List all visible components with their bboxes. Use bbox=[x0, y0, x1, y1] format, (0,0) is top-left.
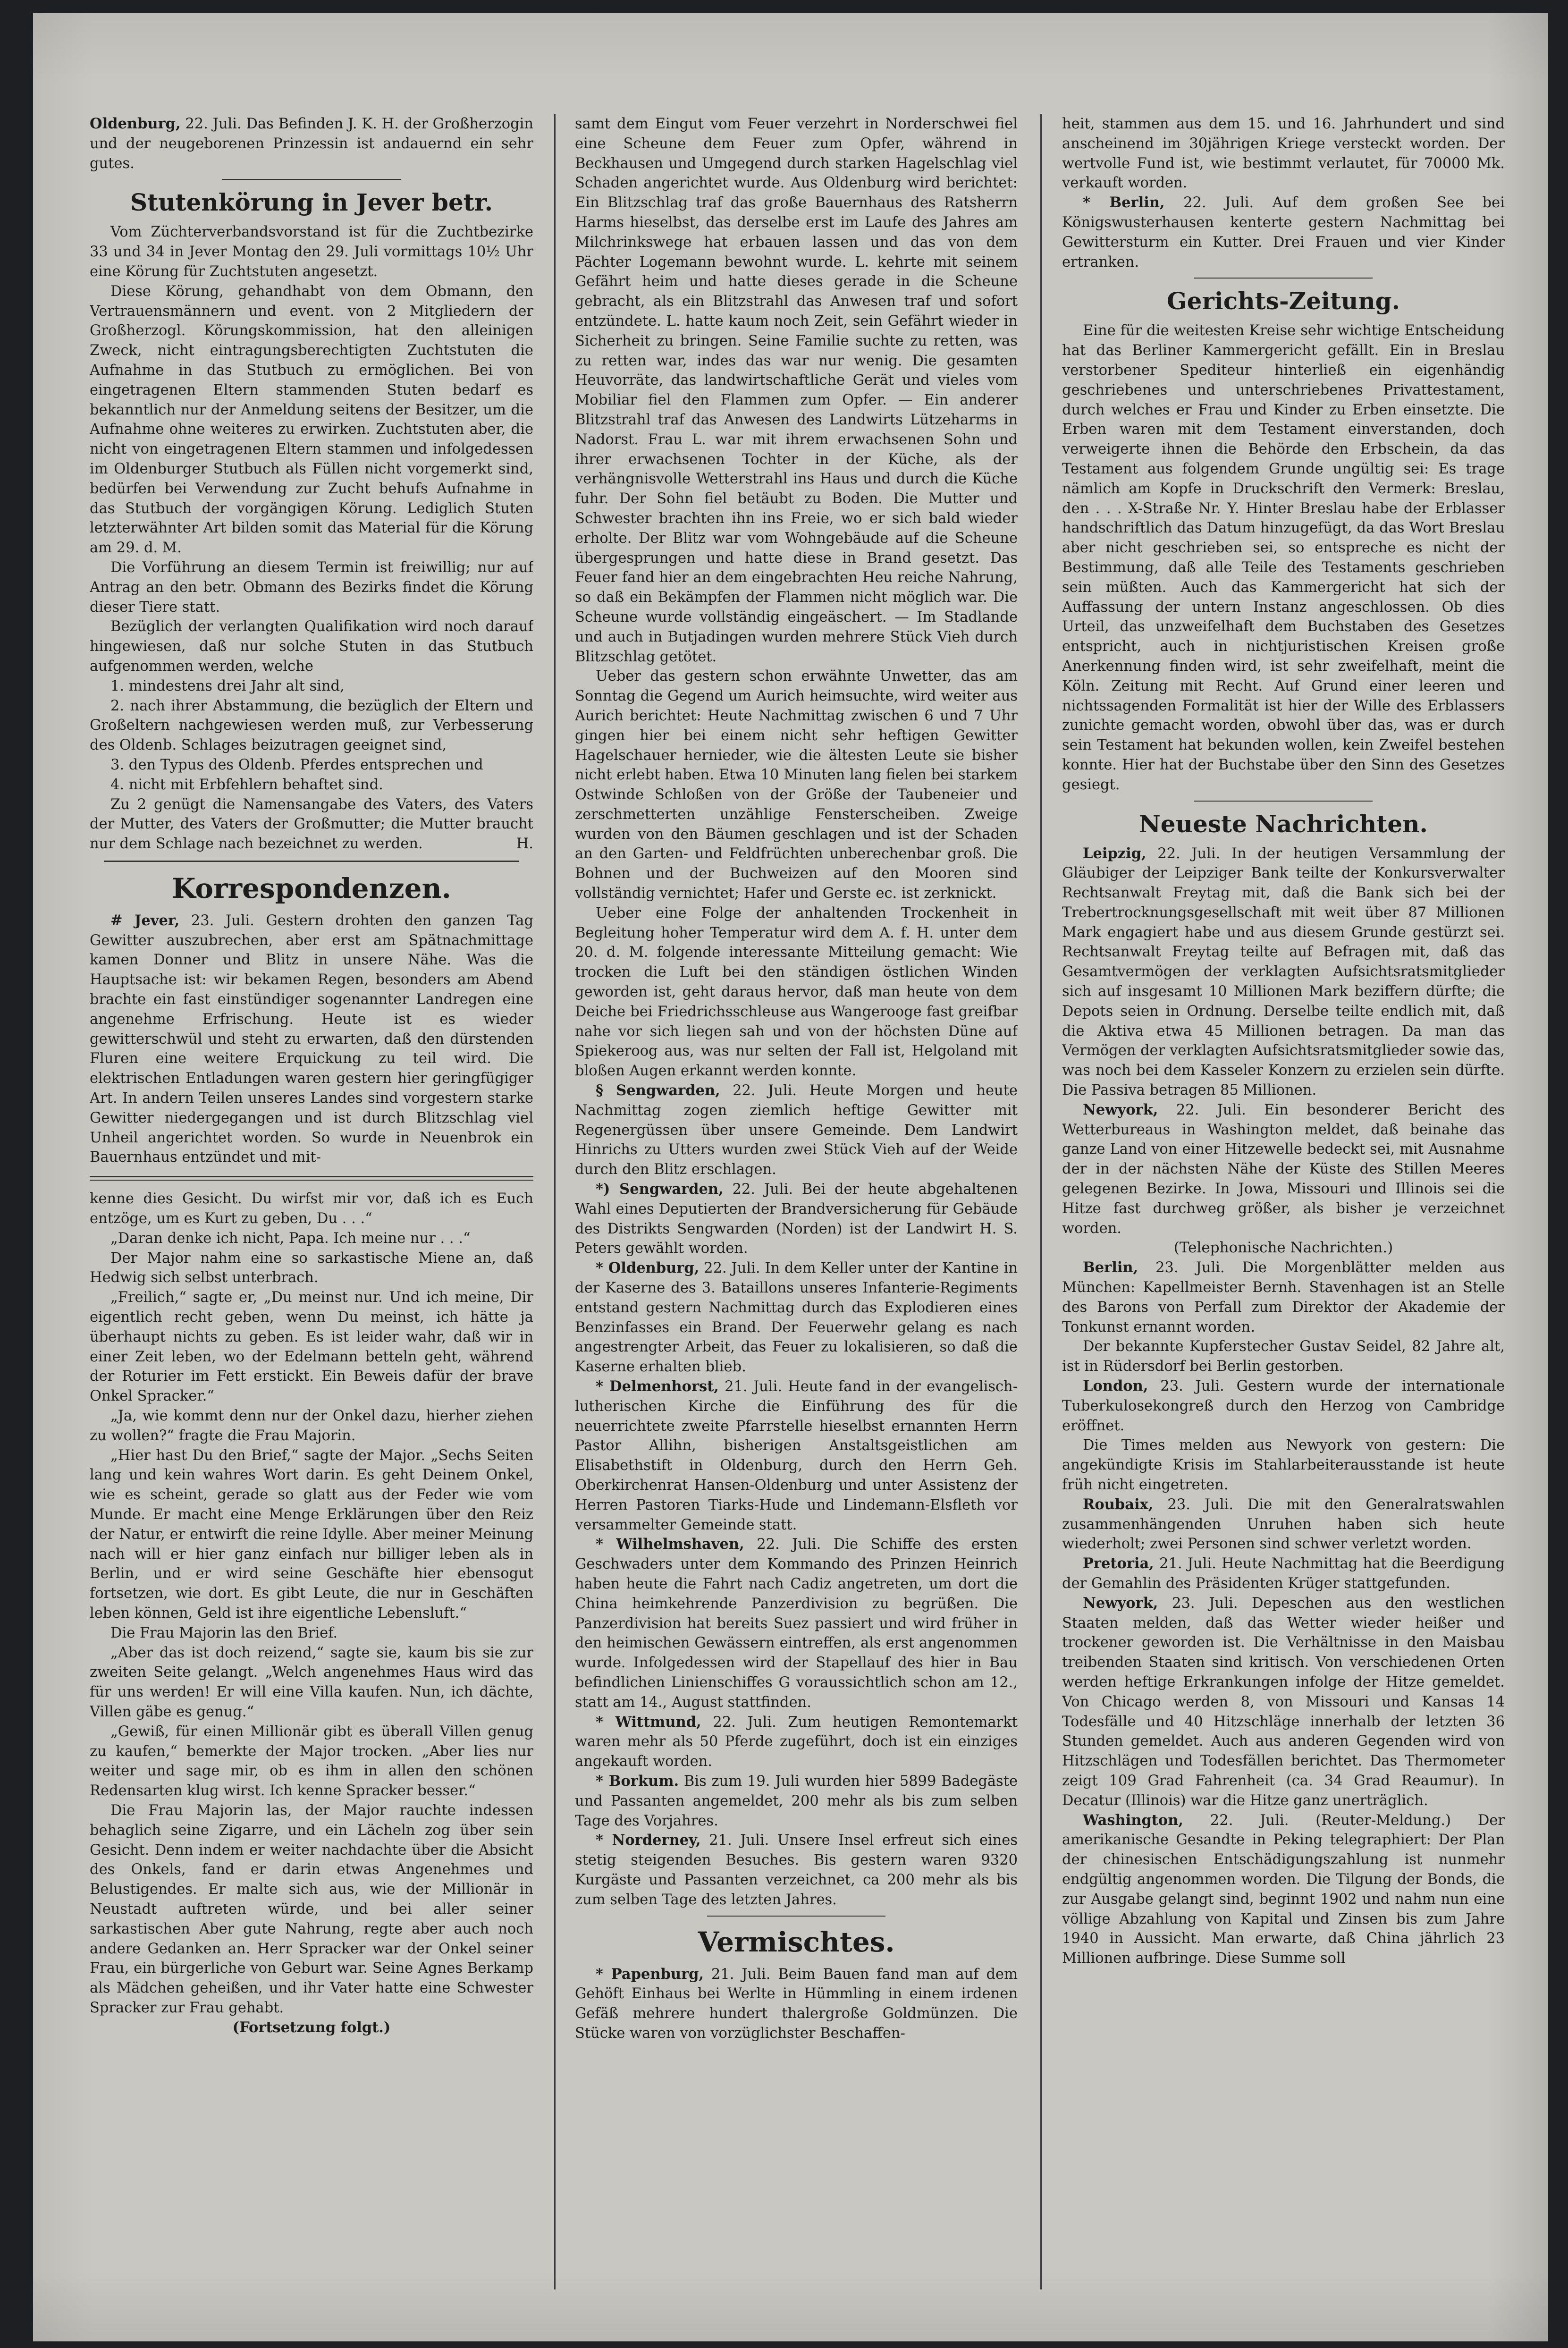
paragraph: Eine für die weitesten Kreise sehr wichtige Entscheidung hat das Berliner Kammergericht gefällt. Ein in Breslau verstorbener Spediteur hinterließ ein eigenhändig geschriebenes und unterschriebenes Privattestament, durch welches er Frau und Kinder zu Erben einsetzte. Die Erben waren mit dem Testament einverstanden, doch verweigerte ihnen die Behörde den Erbschein, da das Testament aus folgendem Grunde ungültig sei: Es trage nämlich am Kopfe in Druckschrift den Vermerk: Breslau, den . . . X-Straße Nr. Y. Hinter Breslau habe der Erblasser handschriftlich das Datum hinzugefügt, da das Wort Breslau aber nicht geschrieben sei, so entspreche es nicht der Bestimmung, daß alle Teile des Testaments geschrieben sein müßten. Auch das Kammergericht hat sich der Auffassung der untern Instanz angeschlossen. Ob dies Urteil, das unzweifelhaft dem Buchstaben des Gesetzes entspricht, auch in nichtjuristischen Kreisen große Anerkennung finden wird, ist sehr zweifelhaft, meint die Köln. Zeitung mit Recht. Auf Grund einer leeren und nichtssagenden Formalität ist hier der Wille des Erblassers zunichte gemacht worden, obwohl über das, was er durch sein Testament hat bekunden wollen, kein Zweifel bestehen konnte. Hier hat der Buchstabe über den Sinn des Gesetzes gesiegt. bbox=[1062, 322, 1505, 793]
column-1 bbox=[90, 114, 533, 2280]
article-text: 21. Juli. Unsere Insel erfreut sich eines stetig steigenden Besuches. Bis gestern waren 9320 Kurgäste und Passanten verzeichnet, ca 200 mehr als bis zum selben Tage des letzten Jahres. bbox=[575, 1832, 1018, 1908]
article-tele bbox=[1062, 1337, 1505, 1377]
telephone-news-heading: (Telephonische Nachrichten.) bbox=[1173, 1239, 1393, 1257]
article-text: 23. Juli. Die Morgenblätter melden aus München: Kapellmeister Bernh. Stavenhagen ist an Stelle des Barons von Perfall zum Direktor der Akademie der Tonkunst ernannt worden. bbox=[1062, 1259, 1505, 1335]
article-text: 22. Juli. Die Schiffe des ersten Geschwaders unter dem Kommando des Prinzen Heinrich haben heute die Fahrt nach Cadiz angetreten, um dort die China heimkehrende Panzerdivision zu begrüßen. Die Panzerdivision hat bereits Suez passiert und wird früher in den heimischen Gewässern eintreffen, als erst angenommen wurde. Infolgedessen wird der Stapellauf des hier in Bau befindlichen Linienschiffes G voraussichtlich schon am 12., statt am 14., August stattfinden. bbox=[575, 1536, 1018, 1711]
dateline: * Oldenburg, bbox=[596, 1259, 700, 1277]
feuilleton-paragraph: „Freilich,“ sagte er, „Du meinst nur. Und ich meine, Dir eigentlich recht geben, wenn Du meinst, ich hätte ja überhaupt nichts zu geben. Es ist leider wahr, daß wir in einer Zeit leben, wo der Edelmann betteln geht, während der Roturier im Fett erstickt. Ein Beweis dafür der brave Onkel Spracker.“ bbox=[90, 1289, 533, 1405]
dateline: * Wittmund, bbox=[596, 1713, 701, 1731]
article-wilhelmshaven bbox=[575, 1535, 1018, 1712]
section-heading-stutenkoerung: Stutenkörung in Jever betr. bbox=[130, 188, 493, 217]
paragraph: Die Vorführung an diesem Termin ist freiwillig; nur auf Antrag an den betr. Obmann des Bezirks findet die Körung dieser Tiere statt. bbox=[90, 559, 533, 616]
feuilleton-paragraph: „Ja, wie kommt denn nur der Onkel dazu, hierher ziehen zu wollen?“ fragte die Frau Majorin. bbox=[90, 1408, 533, 1444]
article-text: 23. Juli. Die mit den Generalratswahlen zusammenhängenden Unruhen haben sich heute wiederholt; zwei Personen sind schwer verletzt worden. bbox=[1062, 1496, 1505, 1553]
separator bbox=[1194, 801, 1373, 802]
article-oldenburg-2 bbox=[575, 1258, 1018, 1377]
feuilleton-paragraph: „Daran denke ich nicht, Papa. Ich meine nur . . .“ bbox=[110, 1230, 471, 1247]
paragraph: Ueber das gestern schon erwähnte Unwetter, das am Sonntag die Gegend um Aurich heimsuchte, wird weiter aus Aurich berichtet: Heute Nachmittag zwischen 6 und 7 Uhr gingen hier bei einem nicht sehr heftigen Gewitter Hagelschauer hernieder, wie die ältesten Leute sie bisher nicht erlebt haben. Etwa 10 Minuten lang fielen bei starkem Ostwinde Schloßen von der Größe der Taubeneier und zerschmetterten unzählige Fensterscheiben. Zweige wurden von den Bäumen geschlagen und ist der Schaden an den Garten- und Feldfrüchten unberechenbar groß. Die Bohnen und der Buchweizen auf den Mooren sind vollständig vernichtet; Hafer und Gerste ec. ist zerknickt. bbox=[575, 668, 1018, 902]
article-text: 23. Juli. Gestern drohten den ganzen Tag Gewitter auszubrechen, aber erst am Spätnachmittage kamen Donner und Blitz in unsere Nähe. Was die Hauptsache ist: wir bekamen Regen, besonders am Abend brachte ein fast einstündiger sogenannter Landregen eine angenehme Erfrischung. Heute ist es wieder gewitterschwül und steht zu erwarten, daß den dürstenden Fluren eine weitere Erquickung zu teil wird. Die elektrischen Entladungen waren gestern hier geringfügiger Art. In andern Teilen unseres Landes sind vorgestern starke Gewitter niedergegangen und ist durch Blitzschlag viel Unheil angerichtet worden. So wurde in Neuenbrok ein Bauernhaus entzündet und mit- bbox=[90, 912, 533, 1166]
paragraph: samt dem Eingut vom Feuer verzehrt in Norderschwei fiel eine Scheune dem Feuer zum Opfer, während in Beckhausen und Umgegend durch starken Hagelschlag viel Schaden angerichtet wurde. Aus Oldenburg wird berichtet: Ein Blitzschlag traf das große Bauernhaus des Ratsherrn Harms hieselbst, das derselbe erst im Laufe des Jahres am Milchrinkswege hat erbauen lassen und das von dem Pächter Logemann bewohnt wurde. L. kehrte mit seinem Gefährt heim und hatte dieses gerade in die Scheune gebracht, als ein Blitzstrahl das Anwesen traf und sofort entzündete. L. hatte kaum noch Zeit, sein Gefährt wieder in Sicherheit zu bringen. Seine Familie suchte zu retten, was zu retten war, indes das war nur wenig. Die gesamten Heuvorräte, das landwirtschaftliche Gerät und vieles vom Mobiliar fiel den Flammen zum Opfer. — Ein anderer Blitzstrahl traf das Anwesen des Landwirts Lützeharms in Nadorst. Frau L. war mit ihrem erwachsenen Sohn und ihrer erwachsenen Tochter in der Küche, als der verhängnisvolle Wetterstrahl ins Haus und durch die Küche fuhr. Der Sohn fiel betäubt zu Boden. Die Mutter und Schwester brachten ihn ins Freie, wo er sich bald wieder erholte. Der Blitz war vom Wohngebäude auf die Scheune übergesprungen und hatte diese in Brand gesetzt. Das Feuer fand hier an dem eingebrachten Heu reiche Nahrung, so daß ein Bekämpfen der Flammen nicht möglich war. Die Scheune wurde vollständig eingeäschert. — Im Stadlande und auch in Butjadingen wurden mehrere Stück Vieh durch Blitzschlag getötet. bbox=[575, 116, 1018, 665]
article-berlin bbox=[1062, 193, 1505, 272]
article-text: 23. Juli. Depeschen aus den westlichen Staaten melden, daß das Wetter wieder heißer und trockener geworden ist. Die Verhältnisse in den Maisbau treibenden Staaten sind kritisch. Von verschiedenen Orten werden heftige Erkrankungen infolge der Hitze gemeldet. Von Chicago werden 8, von Missouri und Kansas 14 Todesfälle und 40 Hitzschläge innerhalb der letzten 36 Stunden gemeldet. Auch aus anderen Gegenden wird von Hitzschlägen und Todesfällen berichtet. Das Thermometer zeigt 109 Grad Fahrenheit (ca. 34 Grad Reaumur). In Decatur (Illinois) war die Hitze ganz unerträglich. bbox=[1062, 1595, 1505, 1809]
section-heading-neueste-nachrichten: Neueste Nachrichten. bbox=[1139, 810, 1428, 838]
article-borkum bbox=[575, 1772, 1018, 1831]
dateline: Roubaix, bbox=[1083, 1495, 1154, 1513]
article-oldenburg bbox=[90, 114, 533, 173]
paragraph: Bezüglich der verlangten Qualifikation wird noch darauf hingewiesen, daß nur solche Stuten in das Stutbuch aufgenommen werden, welche bbox=[90, 618, 533, 675]
feuilleton-separator bbox=[90, 1176, 533, 1181]
article-text: 22. Juli. Zum heutigen Remontemarkt waren mehr als 50 Pferde zugeführt, doch ist ein einziges angekauft worden. bbox=[575, 1714, 1018, 1770]
article-tele bbox=[1062, 1377, 1505, 1436]
article-tele bbox=[1062, 1554, 1505, 1594]
paragraph: Diese Körung, gehandhabt von dem Obmann, den Vertrauensmännern und event. von 2 Mitgliedern der Großherzogl. Körungskommission, hat den alleinigen Zweck, nicht eintragungsberechtigten Zuchtstuten die Aufnahme in das Stutbuch zu ermöglichen. Bei von eingetragenen Eltern stammenden Stuten bedarf es bekanntlich nur der Anmeldung seitens der Besitzer, um die Aufnahme ohne weiteres zu erwirken. Zuchtstuten aber, die nicht von eingetragenen Eltern stammen und infolgedessen im Oldenburger Stutbuch als Füllen nicht vorgemerkt sind, bedürfen bei Verwendung zur Zucht behufs Aufnahme in das Stutbuch der vorgängigen Körung. Lediglich Stuten letzterwähnter Art bilden somit das Material für die Körung am 29. d. M. bbox=[90, 283, 533, 557]
separator bbox=[222, 179, 401, 180]
section-heading-vermischtes: Vermischtes. bbox=[698, 1926, 895, 1958]
dateline: Washington, bbox=[1083, 1811, 1184, 1829]
feuilleton-paragraph: „Gewiß, für einen Millionär gibt es überall Villen genug zu kaufen,“ bemerkte der Major trocken. „Aber lies nur weiter und sage mir, ob es ihm in allen den schönen Redensarten klug wirst. Ich kenne Spracker besser.“ bbox=[90, 1723, 533, 1799]
column-3 bbox=[1062, 114, 1505, 2280]
article-text: 22. Juli. Das Befinden J. K. H. der Großherzogin und der neugeborenen Prinzessin ist andauernd ein sehr gutes. bbox=[90, 116, 533, 172]
feuilleton-paragraph: kenne dies Gesicht. Du wirfst mir vor, daß ich es Euch entzöge, um es Kurt zu geben, Du . . .“ bbox=[90, 1191, 533, 1227]
column-2 bbox=[575, 114, 1018, 2280]
article-papenburg bbox=[575, 1965, 1018, 2044]
article-text: Der bekannte Kupferstecher Gustav Seidel, 82 Jahre alt, ist in Rüdersdorf bei Berlin gestorben. bbox=[1062, 1338, 1505, 1375]
list-item: 2. nach ihrer Abstammung, die bezüglich der Eltern und Großeltern nachgewiesen werden muß, zur Verbesserung des Oldenb. Schlages beizutragen geeignet sind, bbox=[90, 697, 533, 754]
separator bbox=[707, 1916, 885, 1917]
article-text: 21. Juli. Heute fand in der evangelisch-lutherischen Kirche die Einführung des für die neuerrichtete zweite Pfarrstelle hieselbst ernannten Herrn Pastor Allihn, bisherigen Anstaltsgeistlichen am Elisabethstift in Oldenburg, durch den Herrn Geh. Oberkirchenrat Hansen-Oldenburg und unter Assistenz der Herren Pastoren Tiarks-Hude und Lindemann-Elsfleth vor versammelter Gemeinde statt. bbox=[575, 1378, 1018, 1533]
dateline: * Borkum. bbox=[596, 1772, 679, 1790]
paragraph: heit, stammen aus dem 15. und 16. Jahrhundert und sind anscheinend im 30jährigen Kriege versteckt worden. Der wertvolle Fund ist, wie bestimmt verlautet, für 70000 Mk. verkauft worden. bbox=[1062, 116, 1505, 192]
list-item: 1. mindestens drei Jahr alt sind, bbox=[110, 677, 345, 694]
article-text: 22. Juli. Auf dem großen See bei Königswusterhausen kenterte gestern Nachmittag bei Gewittersturm ein Kutter. Drei Frauen und vier Kinder ertranken. bbox=[1062, 194, 1505, 270]
article-norderney bbox=[575, 1831, 1018, 1909]
list-item: 3. den Typus des Oldenb. Pferdes entsprechen und bbox=[110, 756, 483, 773]
article-text: Die Times melden aus Newyork von gestern: Die angekündigte Krisis im Stahlarbeiterausstande ist heute früh nicht eingetreten. bbox=[1062, 1437, 1505, 1493]
article-newyork bbox=[1062, 1100, 1505, 1239]
dateline: § Sengwarden, bbox=[596, 1082, 720, 1099]
dateline: * Wilhelmshaven, bbox=[596, 1536, 744, 1553]
article-text: 22. Juli. Heute Morgen und heute Nachmittag zogen ziemlich heftige Gewitter mit Regenergüssen über unsere Gemeinde. Dem Landwirt Hinrichs zu Utters wurden zwei Stück Vieh auf der Weide durch den Blitz erschlagen. bbox=[575, 1082, 1018, 1178]
separator bbox=[1194, 278, 1373, 279]
article-wittmund bbox=[575, 1713, 1018, 1772]
column-divider bbox=[554, 114, 556, 2289]
section-heading-korrespondenzen: Korrespondenzen. bbox=[172, 872, 451, 904]
article-tele bbox=[1062, 1594, 1505, 1811]
article-text: 22. Juli. In dem Keller unter der Kantine in der Kaserne des 3. Bataillons unseres Infanterie-Regiments entstand gestern Nachmittag durch das Explodieren eines Benzinfasses ein Brand. Der Feuerwehr gelang es nach angestrengter Arbeit, das Feuer zu lokalisieren, so daß die Kaserne erhalten blieb. bbox=[575, 1260, 1018, 1376]
article-sengwarden-2 bbox=[575, 1180, 1018, 1258]
article-tele bbox=[1062, 1258, 1505, 1337]
feuilleton-paragraph: „Aber das ist doch reizend,“ sagte sie, kaum bis sie zur zweiten Seite gelangt. „Welch angenehmes Haus wird das für uns werden! Er will eine Villa kaufen. Nun, ich dächte, Villen gäbe es genug.“ bbox=[90, 1644, 533, 1720]
paragraph-text: Zu 2 genügt die Namensangabe des Vaters, des Vaters der Mutter, des Vaters der Großmutter; die Mutter braucht nur dem Schlage nach bezeichnet zu werden. bbox=[90, 796, 533, 853]
article-text: 22. Juli. In der heutigen Versammlung der Gläubiger der Leipziger Bank teilte der Konkursverwalter Rechtsanwalt Freytag mit, daß die Bank sich bei der Trebertrocknungsgesellschaft mit weit über 87 Millionen Mark engagiert habe und aus diesem Grunde gestürzt sei. Rechtsanwalt Freytag teilte auf Befragen mit, daß das Gesamtvermögen der verklagten Aufsichtsratsmitglieder sich auf insgesamt 10 Millionen Mark beziffern dürfte; die Depots seien in Ordnung. Derselbe teilte endlich mit, daß die Aktiva etwa 45 Millionen betragen. Da man das Vermögen der verklagten Aufsichtsratsmitglieder sowie das, was noch bei dem Kasseler Konzern zu erzielen sein dürfte. Die Passiva betragen 85 Millionen. bbox=[1062, 845, 1505, 1099]
author-initials: H. bbox=[516, 836, 533, 853]
dateline: Newyork, bbox=[1083, 1101, 1158, 1118]
separator bbox=[104, 861, 519, 862]
article-tele bbox=[1062, 1811, 1505, 1968]
feuilleton-paragraph: Der Major nahm eine so sarkastische Miene an, daß Hedwig sich selbst unterbrach. bbox=[90, 1250, 533, 1286]
newspaper-page bbox=[33, 13, 1548, 2341]
dateline: * Delmenhorst, bbox=[596, 1378, 719, 1395]
article-tele bbox=[1062, 1495, 1505, 1554]
dateline: * Papenburg, bbox=[596, 1965, 704, 1983]
dateline: Newyork, bbox=[1083, 1594, 1158, 1612]
article-sengwarden bbox=[575, 1081, 1018, 1180]
article-jever bbox=[90, 911, 533, 1167]
feuilleton-paragraph: Die Frau Majorin las den Brief. bbox=[110, 1624, 338, 1641]
paragraph bbox=[90, 795, 533, 854]
dateline: Oldenburg, bbox=[90, 115, 181, 132]
article-text: 22. Juli. Bei der heute abgehaltenen Wahl eines Deputierten der Brandversicherung für Gebäude des Distrikts Sengwarden (Norden) ist der Landwirt H. S. Peters gewählt worden. bbox=[575, 1181, 1018, 1257]
article-text: 21. Juli. Heute Nachmittag hat die Beerdigung der Gemahlin des Präsidenten Krüger stattgefunden. bbox=[1062, 1555, 1505, 1592]
paragraph: Ueber eine Folge der anhaltenden Trockenheit in Begleitung hoher Temperatur wird dem A. f. H. unter dem 20. d. M. folgende interessante Mitteilung gemacht: Wie trocken die Luft bei den ständigen östlichen Winden geworden ist, geht daraus hervor, daß man heute von dem Deiche bei Friedrichsschleuse aus Wangerooge fast greifbar nahe vor sich liegen sah und von der höchsten Düne auf Spiekeroog aus, was nur selten der Fall ist, Helgoland mit bloßen Augen erkannt werden konnte. bbox=[575, 904, 1018, 1080]
article-text: 23. Juli. Gestern wurde der internationale Tuberkulosekongreß durch den Herzog von Cambridge eröffnet. bbox=[1062, 1378, 1505, 1434]
section-heading-gerichtszeitung: Gerichts-Zeitung. bbox=[1166, 287, 1400, 315]
paragraph: Vom Züchterverbandsvorstand ist für die Zuchtbezirke 33 und 34 in Jever Montag den 29. Juli vormittags 10½ Uhr eine Körung für Zuchtstuten angesetzt. bbox=[90, 224, 533, 280]
article-text: Bis zum 19. Juli wurden hier 5899 Badegäste und Passanten angemeldet, 200 mehr als bis zum selben Tage des Vorjahres. bbox=[575, 1773, 1018, 1829]
continuation-note: (Fortsetzung folgt.) bbox=[232, 2019, 391, 2036]
dateline: * Berlin, bbox=[1083, 194, 1165, 211]
dateline: # Jever, bbox=[110, 912, 180, 929]
list-item: 4. nicht mit Erbfehlern behaftet sind. bbox=[110, 776, 383, 793]
dateline: Leipzig, bbox=[1083, 845, 1146, 862]
article-text: 22. Juli. Ein besonderer Bericht des Wetterbureaus in Washington meldet, daß beinahe das ganze Land von einer Hitzewelle bedeckt sei, mit Ausnahme der in der nächsten Nähe der Küste des Stillen Meeres gelegenen Bezirke. In Jowa, Missouri und Illinois sei die Hitze fast durchweg größer, als bisher je verzeichnet worden. bbox=[1062, 1101, 1505, 1237]
article-text: 22. Juli. (Reuter-Meldung.) Der amerikanische Gesandte in Peking telegraphiert: Der Plan der chinesischen Entschädigungszahlung ist nunmehr endgültig angenommen worden. Die Tilgung der Bonds, die zur Ausgabe gelangt sind, beginnt 1902 und nahm nun eine völlige Abzahlung von Kapital und Zinsen bis zum Jahre 1940 in Aussicht. Man erwarte, daß China jährlich 23 Millionen aufbringe. Diese Summe soll bbox=[1062, 1812, 1505, 1967]
feuilleton-paragraph: „Hier hast Du den Brief,“ sagte der Major. „Sechs Seiten lang und kein wahres Wort darin. Es geht Deinem Onkel, wie es scheint, gerade so glatt aus der Feder wie vom Munde. Er macht eine Menge Erklärungen über den Reiz der Natur, er entwirft die reine Idylle. Aber meiner Meinung nach will er hier ganz einfach nur billiger leben als in Berlin, und er wird seine Geschäfte hier ebensogut fortsetzen, wie dort. Es gibt Leute, die nur in Geschäften leben können, Geld ist ihre eigentliche Lebensluft.“ bbox=[90, 1447, 533, 1622]
feuilleton-paragraph: Die Frau Majorin las, der Major rauchte indessen behaglich seine Zigarre, und ein Lächeln zog über sein Gesicht. Denn indem er weiter nachdachte über die Absicht des Onkels, fand er darin etwas Angenehmes und Belustigendes. Er malte sich aus, wie der Millionär in Neustadt auftreten würde, und bei aller seiner sarkastischen Aber gute Nahrung, regte aber auch noch andere Gedanken an. Herr Spracker war der Onkel seiner Frau, ein bürgerliche von Geburt war. Seine Agnes Berkamp als Mädchen geheißen, und ihr Vater hatte eine Schwester Spracker zur Frau gehabt. bbox=[90, 1802, 533, 2016]
dateline: Berlin, bbox=[1083, 1259, 1138, 1276]
article-delmenhorst bbox=[575, 1377, 1018, 1535]
dateline: London, bbox=[1083, 1377, 1148, 1395]
dateline: Pretoria, bbox=[1083, 1555, 1154, 1572]
article-leipzig bbox=[1062, 844, 1505, 1100]
article-text: 21. Juli. Beim Bauen fand man auf dem Gehöft Einhaus bei Werlte in Hümmling in einem irdenen Gefäß mehrere hundert thalergroße Goldmünzen. Die Stücke waren von vorzüglichster Beschaffen- bbox=[575, 1966, 1018, 2042]
dateline: *) Sengwarden, bbox=[596, 1181, 724, 1198]
article-tele bbox=[1062, 1436, 1505, 1495]
dateline: * Norderney, bbox=[596, 1832, 701, 1849]
column-divider bbox=[1040, 114, 1042, 2289]
